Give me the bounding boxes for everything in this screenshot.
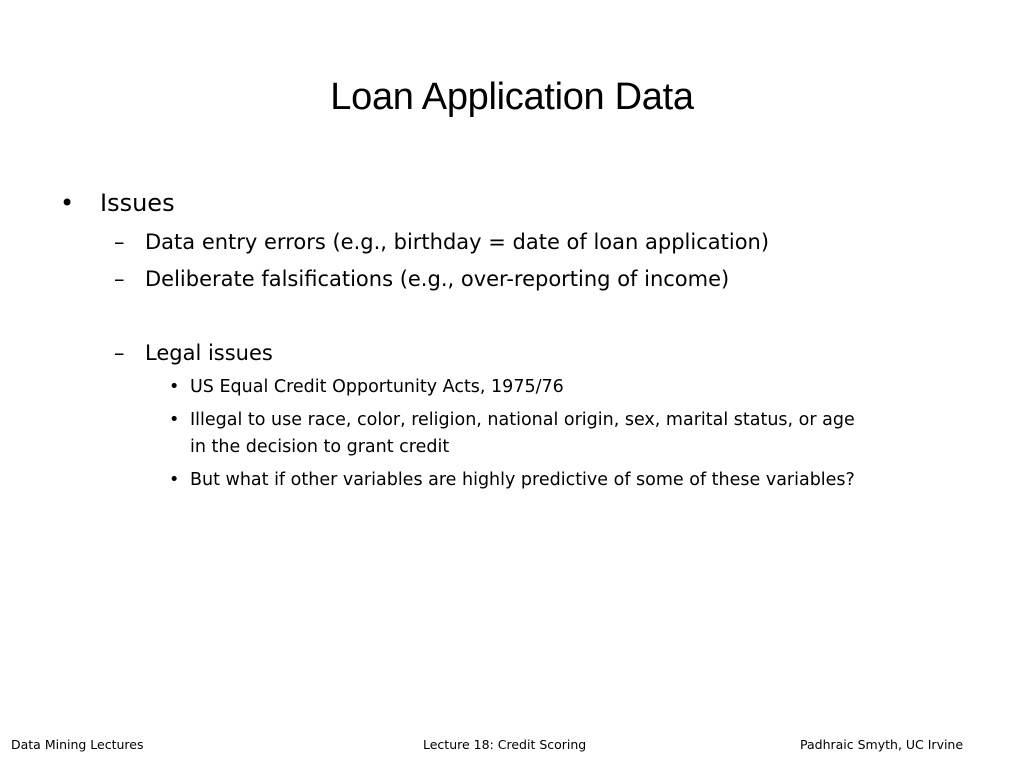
bullet-deliberate-falsifications: Deliberate falsifications (e.g., over-reporting of income) xyxy=(145,267,730,291)
slide-title: Loan Application Data xyxy=(330,76,694,118)
bullet-marker: • xyxy=(169,470,180,490)
footer-center: Lecture 18: Credit Scoring xyxy=(423,737,587,752)
bullet-issues: Issues xyxy=(100,189,175,217)
dash-marker: – xyxy=(114,267,125,291)
bullet-marker: • xyxy=(169,410,180,430)
dash-marker: – xyxy=(114,230,125,254)
bullet-illegal-to-use-line1: Illegal to use race, color, religion, national origin, sex, marital status, or age xyxy=(190,410,855,430)
footer-left: Data Mining Lectures xyxy=(11,737,144,752)
bullet-equal-credit-acts: US Equal Credit Opportunity Acts, 1975/76 xyxy=(190,377,564,397)
footer-right: Padhraic Smyth, UC Irvine xyxy=(800,737,964,752)
dash-marker: – xyxy=(114,341,125,365)
bullet-data-entry-errors: Data entry errors (e.g., birthday = date of loan application) xyxy=(145,230,770,254)
bullet-legal-issues: Legal issues xyxy=(145,341,273,365)
bullet-marker: • xyxy=(60,189,75,217)
bullet-illegal-to-use-line2: in the decision to grant credit xyxy=(190,437,450,457)
bullet-but-what-if: But what if other variables are highly predictive of some of these variables? xyxy=(190,470,855,490)
bullet-marker: • xyxy=(169,377,180,397)
